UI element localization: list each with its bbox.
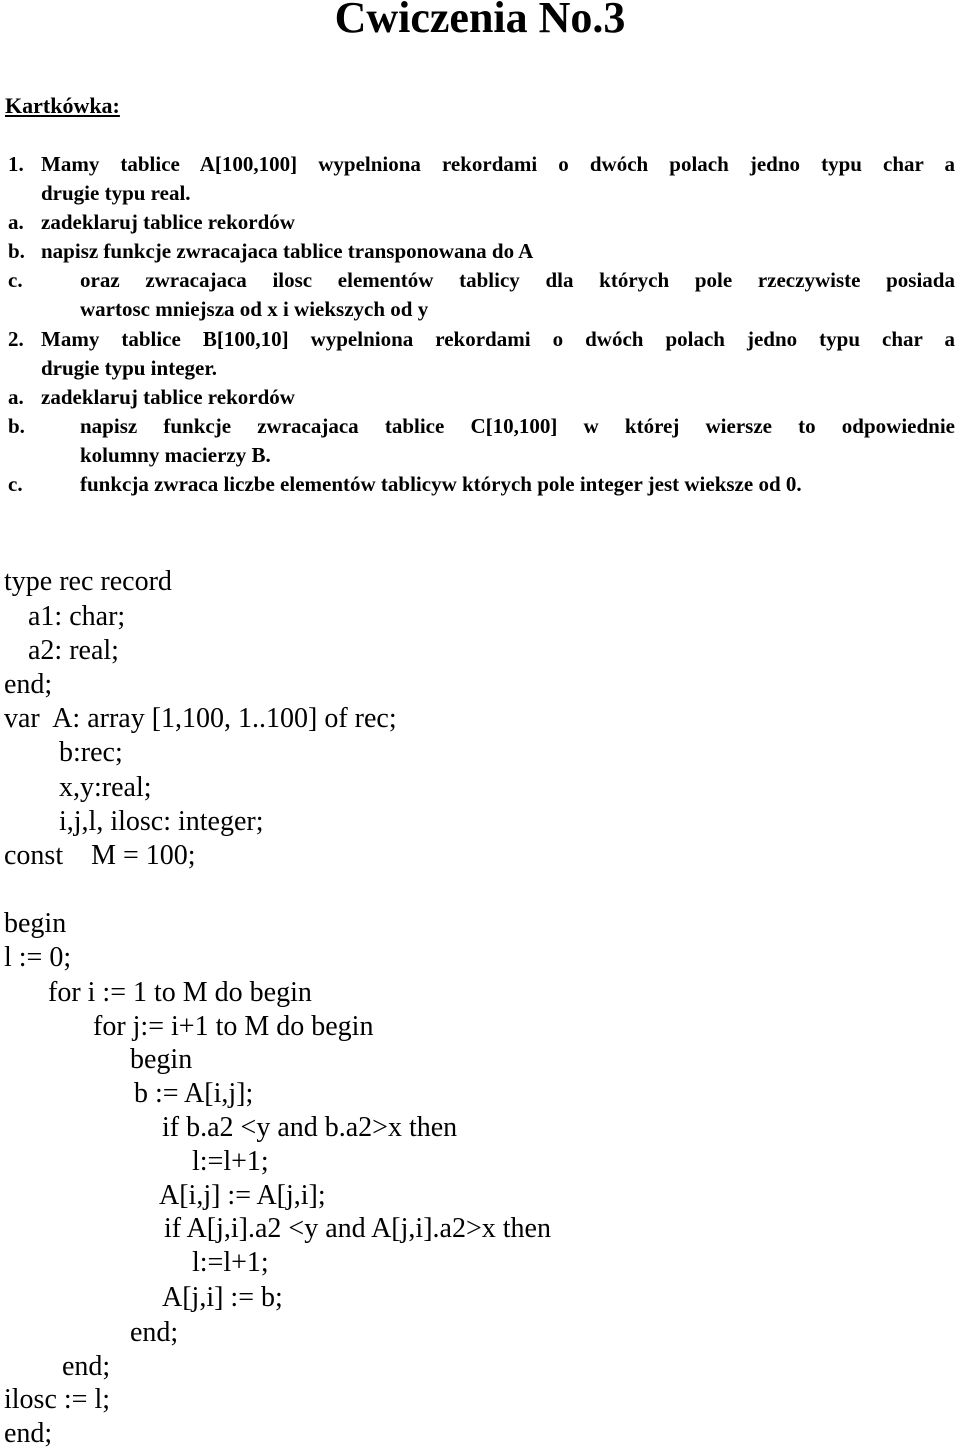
task-1c-marker: c. (8, 268, 23, 292)
code-line-5: var A: array [1,100, 1..100] of rec; (4, 703, 397, 734)
code-line-9: const M = 100; (4, 840, 196, 871)
task-1a-marker: a. (8, 210, 24, 234)
code-line-19: if A[j,i].a2 <y and A[j,i].a2>x then (164, 1213, 551, 1244)
task-2b-text-1: napisz funkcje zwracajaca tablice C[10,100] w której wiersze to odpowiednie (80, 414, 955, 438)
task-2c-text: funkcja zwraca liczbe elementów tablicyw których pole integer jest wieksze od 0. (80, 472, 802, 496)
task-2c-marker: c. (8, 472, 23, 496)
task-2-number: 2. (8, 327, 24, 351)
task-2-line-1: Mamy tablice B[100,10] wypelniona rekordami o dwóch polach jedno typu char a (41, 327, 955, 351)
code-line-24: ilosc := l; (4, 1384, 111, 1415)
task-2a-marker: a. (8, 385, 24, 409)
code-line-22: end; (130, 1317, 179, 1348)
code-line-4: end; (4, 669, 53, 700)
code-line-1: type rec record (4, 566, 172, 597)
task-1c-text-1: oraz zwracajaca ilosc elementów tablicy dla których pole rzeczywiste posiada (80, 268, 955, 292)
task-2b-text-2: kolumny macierzy B. (80, 443, 271, 467)
code-line-3: a2: real; (28, 635, 119, 666)
code-line-12: for i := 1 to M do begin (48, 977, 312, 1008)
task-2 (5, 325, 955, 499)
task-2-line-2: drugie typu integer. (41, 356, 217, 380)
code-line-17: l:=l+1; (192, 1146, 269, 1177)
task-1c-text-2: wartosc mniejsza od x i wiekszych od y (80, 297, 429, 321)
task-1b-text: napisz funkcje zwracajaca tablice transponowana do A (41, 239, 534, 263)
code-line-16: if b.a2 <y and b.a2>x then (162, 1112, 458, 1143)
code-line-6: b:rec; (59, 737, 123, 768)
task-1-number: 1. (8, 152, 24, 176)
code-line-2: a1: char; (28, 601, 126, 632)
task-2a-text: zadeklaruj tablice rekordów (41, 385, 295, 409)
section-label: Kartkówka: (5, 93, 120, 118)
task-1-line-2: drugie typu real. (41, 181, 191, 205)
task-1 (5, 150, 955, 324)
code-line-15: b := A[i,j]; (134, 1078, 254, 1109)
code-line-21: A[j,i] := b; (162, 1282, 283, 1313)
code-line-14: begin (130, 1044, 193, 1075)
task-1-line-1: Mamy tablice A[100,100] wypelniona rekordami o dwóch polach jedno typu char a (41, 152, 955, 176)
code-line-18: A[i,j] := A[j,i]; (159, 1180, 326, 1211)
code-line-11: l := 0; (4, 942, 72, 973)
code-line-8: i,j,l, ilosc: integer; (59, 806, 264, 837)
code-line-25: end; (4, 1418, 53, 1449)
task-1a-text: zadeklaruj tablice rekordów (41, 210, 295, 234)
code-line-23: end; (62, 1351, 111, 1382)
page-title: Cwiczenia No.3 (334, 0, 626, 42)
task-2b-marker: b. (8, 414, 25, 438)
code-line-7: x,y:real; (59, 772, 152, 803)
code-line-13: for j:= i+1 to M do begin (93, 1011, 374, 1042)
code-line-10: begin (4, 908, 67, 939)
task-1b-marker: b. (8, 239, 25, 263)
code-line-20: l:=l+1; (192, 1247, 269, 1278)
